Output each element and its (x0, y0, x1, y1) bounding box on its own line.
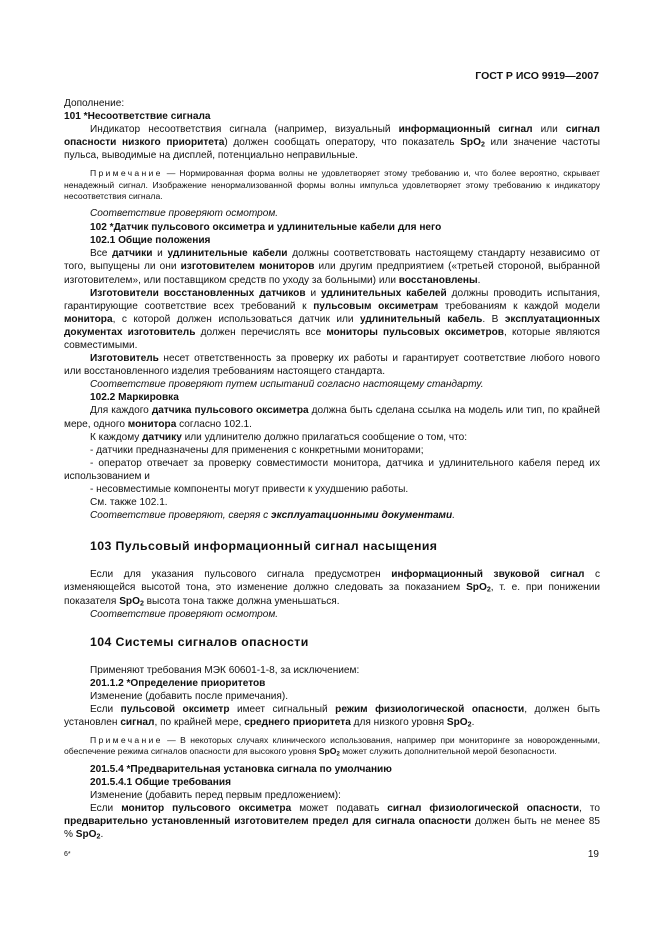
list-item: - несовместимые компоненты могут привести к ухудшению работы. (90, 484, 409, 496)
section-201-5-4-title: 201.5.4 *Предварительная установка сигнала по умолчанию (90, 763, 392, 775)
addition-label: Дополнение: (64, 98, 125, 109)
section-101-note: Примечание — Нормированная форма волны не удовлетворяет этому требованию и, что более вероятно, скрывает ненадежный сигнал. Изображение ненормализованной формы волны импульса удовлетворяет этому требованию к индикатору несоответствия сигнала. (64, 168, 600, 201)
section-101-compliance: Соответствие проверяют осмотром. (90, 208, 279, 220)
section-201-1-2-paragraph: Если пульсовой оксиметр имеет сигнальный режим физиологической опасности, должен быть установлен сигнал, по крайней мере, среднего приоритета для низкого уровня SpO$_2$. (64, 703, 600, 729)
section-201-1-2-title: 201.1.2 *Определение приоритетов (90, 677, 266, 689)
list-item: - оператор отвечает за проверку совместимости монитора, датчика и удлинительного кабеля перед их использованием и (64, 457, 600, 482)
section-104-intro: Применяют требования МЭК 60601-1-8, за исключением: (90, 664, 360, 676)
section-102-1-paragraph-3: Изготовитель несет ответственность за проверку их работы и гарантирует соответствие любого нового или восстановленного изделия требованиям настоящего стандарта. (64, 353, 600, 378)
change-note: Изменение (добавить перед первым предложением): (90, 789, 341, 801)
section-102-1-paragraph-1: Все датчики и удлинительные кабели должны соответствовать настоящему стандарту независимо от того, выпущены ли они изготовителем мониторов или другим предприятием («третьей стороной, выбранной изготовителем», или поставщиком средств по уходу за больными) или восстановлены. (64, 248, 601, 286)
section-102-2-compliance: Соответствие проверяют, сверяя с эксплуатационными документами. (90, 510, 455, 522)
section-102-1-title: 102.1 Общие положения (90, 235, 211, 247)
section-102-title: 102 *Датчик пульсового оксиметра и удлинительные кабели для него (90, 222, 442, 234)
section-103-title: 103 Пульсовый информационный сигнал насыщения (90, 539, 438, 554)
section-103-paragraph: Если для указания пульсового сигнала предусмотрен информационный звуковой сигнал с изменяющейся высотой тона, это изменение должно следовать за показанием SpO$_2$, т. е. при понижении показателя SpO$_2$ высота тона также должна уменьшаться. (64, 569, 601, 608)
document-header: ГОСТ Р ИСО 9919—2007 (475, 70, 599, 82)
footer-mark: 6* (64, 851, 71, 858)
section-102-2-paragraph-2: К каждому датчику или удлинителю должно прилагаться сообщение о том, что: (90, 431, 468, 443)
document-body (64, 97, 600, 841)
section-102-2-title: 102.2 Маркировка (90, 392, 179, 404)
change-note: Изменение (добавить после примечания). (90, 690, 289, 702)
list-item: - датчики предназначены для применения с конкретными мониторами; (90, 444, 424, 456)
section-101-title: 101 *Несоответствие сигнала (64, 111, 211, 123)
see-also: См. также 102.1. (90, 497, 168, 509)
section-201-5-4-1-title: 201.5.4.1 Общие требования (90, 776, 231, 788)
section-104-title: 104 Системы сигналов опасности (90, 634, 309, 649)
section-103-compliance: Соответствие проверяют осмотром. (90, 608, 279, 620)
page-number: 19 (587, 849, 599, 860)
section-102-2-paragraph-1: Для каждого датчика пульсового оксиметра должна быть сделана ссылка на модель или тип, по крайней мере, одного монитора согласно 102.1. (64, 405, 600, 430)
section-102-1-paragraph-2: Изготовители восстановленных датчиков и удлинительных кабелей должны проводить испытания, гарантирующие соответствие всех требований к пульсовым оксиметрам требованиям к каждой модели монитора, с которой должен использоваться датчик или удлинительный кабель. В эксплуатационных документах изготовитель должен перечислять все мониторы пульсовых оксиметров, которые являются совместимыми. (64, 287, 601, 352)
section-102-1-compliance: Соответствие проверяют путем испытаний согласно настоящему стандарту. (90, 379, 484, 391)
section-101-paragraph: Индикатор несоответствия сигнала (например, визуальный информационный сигнал или сигнал опасности низкого приоритета) должен сообщать оператору, что показатель SpO$_2$ или значение частоты пульса, выводимые на дисплей, потенциально неправильные. (64, 124, 601, 162)
section-104-note: Примечание — В некоторых случаях клинического использования, например при мониторинге за новорожденными, обеспечение режима сигналов опасности для высокого уровня SpO$_2$ может служить дополнительной мерой безопасности. (64, 735, 600, 758)
section-201-5-4-1-paragraph: Если монитор пульсового оксиметра может подавать сигнал физиологической опасности, то предварительно установленный изготовителем предел для сигнала опасности должен быть не менее 85 % SpO$_2$. (64, 802, 601, 841)
